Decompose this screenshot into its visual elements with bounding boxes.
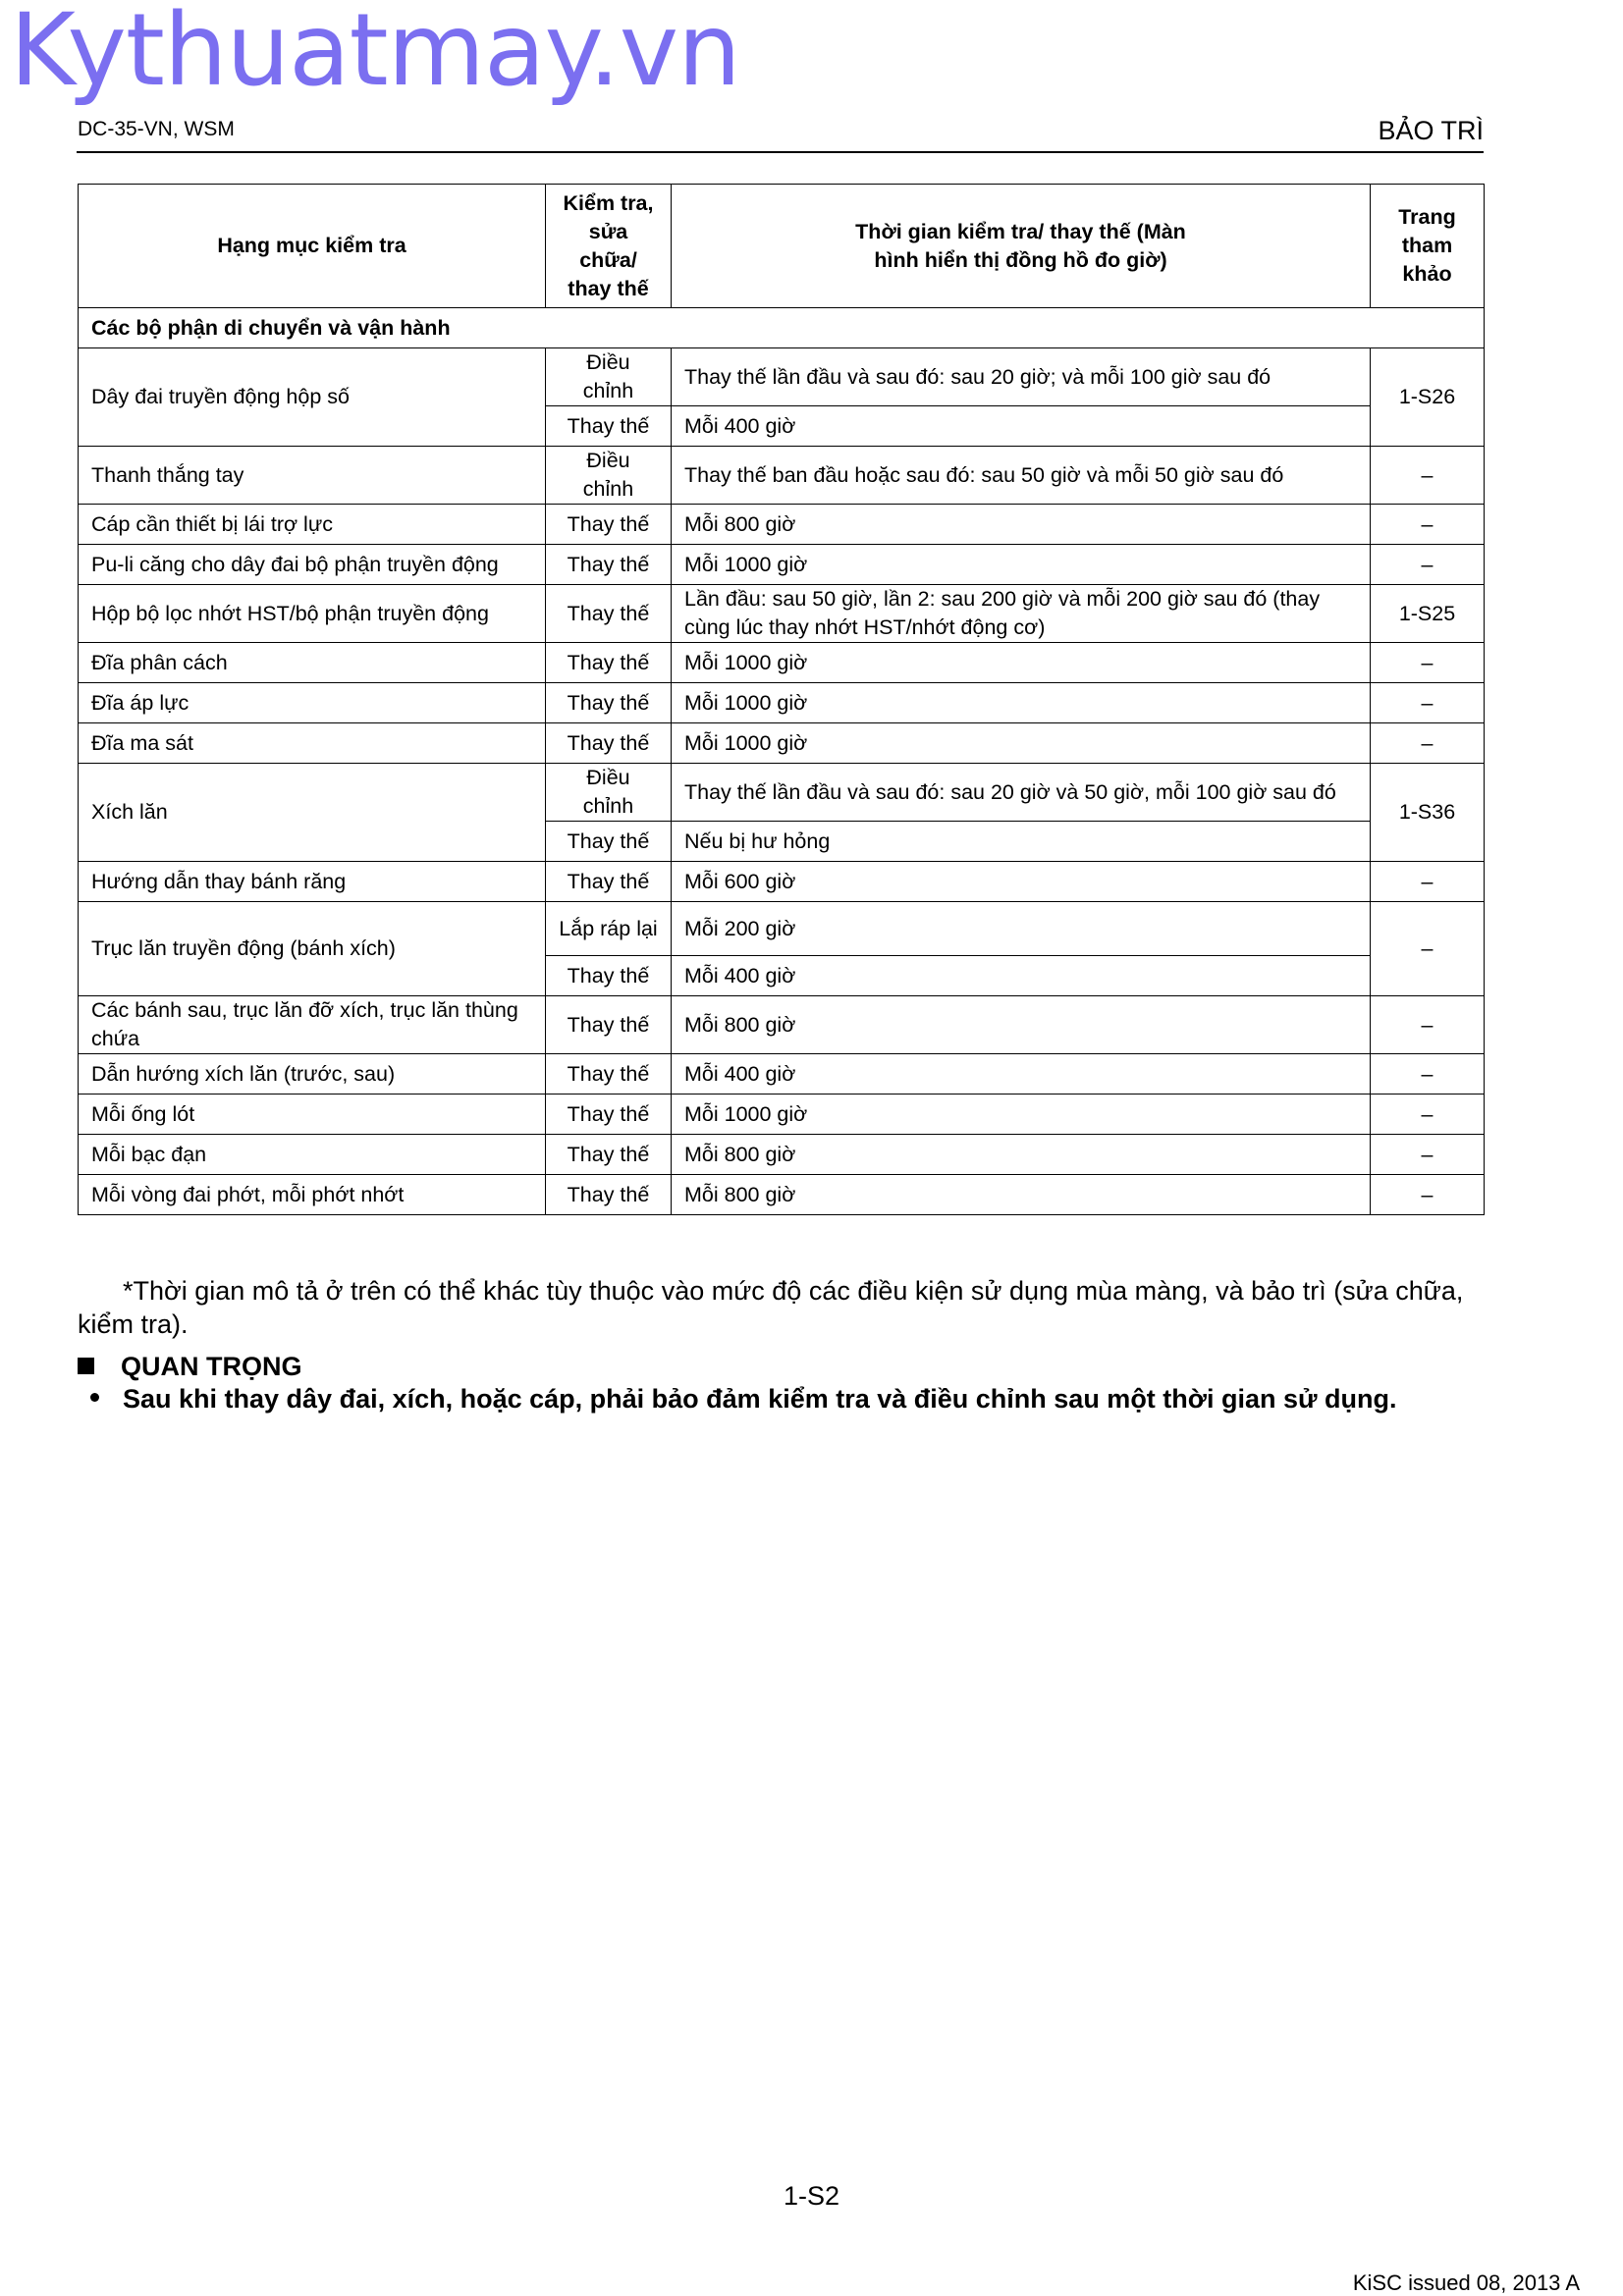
maintenance-table (78, 184, 1485, 1215)
action-cell: Thay thế (546, 1095, 672, 1135)
reference-cell: – (1371, 723, 1485, 764)
item-cell: Hướng dẫn thay bánh răng (79, 862, 546, 902)
action-cell: Thay thế (546, 862, 672, 902)
section-label: Các bộ phận di chuyển và vận hành (79, 308, 1485, 348)
item-cell: Đĩa ma sát (79, 723, 546, 764)
footnote-text: *Thời gian mô tả ở trên có thể khác tùy thuộc vào mức độ các điều kiện sử dụng mùa màng, và bảo trì (sửa chữa, kiểm tra). (78, 1276, 1464, 1339)
section-title: BẢO TRÌ (1378, 116, 1484, 145)
table-row (79, 996, 1485, 1054)
action-cell: Thay thế (546, 643, 672, 683)
reference-cell: 1-S25 (1371, 585, 1485, 643)
reference-cell: – (1371, 447, 1485, 505)
action-cell: Thay thế (546, 1175, 672, 1215)
item-cell: Đĩa phân cách (79, 643, 546, 683)
item-cell: Cáp cần thiết bị lái trợ lực (79, 505, 546, 545)
reference-cell: – (1371, 683, 1485, 723)
action-cell: Điều chỉnh (546, 447, 672, 505)
reference-cell: 1-S36 (1371, 764, 1485, 862)
action-cell: Lắp ráp lại (546, 902, 672, 956)
reference-cell: – (1371, 1135, 1485, 1175)
item-cell: Xích lăn (79, 764, 546, 862)
action-cell: Thay thế (546, 1054, 672, 1095)
interval-cell: Mỗi 1000 giờ (672, 1095, 1371, 1135)
important-title: QUAN TRỌNG (121, 1352, 302, 1381)
important-heading (78, 1352, 302, 1382)
table-row (79, 683, 1485, 723)
column-header-interval: Thời gian kiểm tra/ thay thế (Màn hình hiển thị đồng hồ đo giờ) (672, 185, 1371, 308)
square-bullet-icon (78, 1358, 94, 1374)
interval-cell: Nếu bị hư hỏng (672, 822, 1371, 862)
header-rule (77, 151, 1484, 153)
reference-cell: – (1371, 862, 1485, 902)
item-cell: Mỗi vòng đai phớt, mỗi phớt nhớt (79, 1175, 546, 1215)
reference-cell: – (1371, 643, 1485, 683)
section-row (79, 308, 1485, 348)
table-row (79, 505, 1485, 545)
item-cell: Dây đai truyền động hộp số (79, 348, 546, 447)
important-text: Sau khi thay dây đai, xích, hoặc cáp, phải bảo đảm kiểm tra và điều chỉnh sau một thời gian sử dụng. (123, 1384, 1397, 1414)
interval-cell: Mỗi 400 giờ (672, 956, 1371, 996)
table-row (79, 723, 1485, 764)
interval-cell: Mỗi 200 giờ (672, 902, 1371, 956)
item-cell: Pu-li căng cho dây đai bộ phận truyền động (79, 545, 546, 585)
item-cell: Trục lăn truyền động (bánh xích) (79, 902, 546, 996)
action-cell: Thay thế (546, 956, 672, 996)
reference-cell: – (1371, 505, 1485, 545)
table-row (79, 1054, 1485, 1095)
item-cell: Dẫn hướng xích lăn (trước, sau) (79, 1054, 546, 1095)
interval-cell: Mỗi 1000 giờ (672, 545, 1371, 585)
document-code: DC-35-VN, WSM (78, 118, 235, 140)
column-header-item: Hạng mục kiểm tra (79, 185, 546, 308)
interval-cell: Mỗi 1000 giờ (672, 643, 1371, 683)
interval-cell: Mỗi 400 giờ (672, 406, 1371, 447)
column-header-action: Kiểm tra, sửa chữa/ thay thế (546, 185, 672, 308)
interval-cell: Thay thế lần đầu và sau đó: sau 20 giờ; và mỗi 100 giờ sau đó (672, 348, 1371, 406)
table-row (79, 585, 1485, 643)
item-cell: Thanh thắng tay (79, 447, 546, 505)
table-row (79, 1095, 1485, 1135)
table-row (79, 764, 1485, 822)
watermark-logo: Kythuatmay.vn (10, 0, 740, 109)
table-row (79, 862, 1485, 902)
table-header-row (79, 185, 1485, 308)
action-cell: Thay thế (546, 822, 672, 862)
action-cell: Thay thế (546, 545, 672, 585)
interval-cell: Thay thế lần đầu và sau đó: sau 20 giờ và 50 giờ, mỗi 100 giờ sau đó (672, 764, 1371, 822)
table-row (79, 545, 1485, 585)
interval-cell: Mỗi 800 giờ (672, 996, 1371, 1054)
reference-cell: – (1371, 1054, 1485, 1095)
action-cell: Thay thế (546, 723, 672, 764)
item-cell: Mỗi ống lót (79, 1095, 546, 1135)
item-cell: Các bánh sau, trục lăn đỡ xích, trục lăn thùng chứa (79, 996, 546, 1054)
action-cell: Điều chỉnh (546, 348, 672, 406)
issue-footer: KiSC issued 08, 2013 A (1352, 2270, 1580, 2295)
important-bullet (90, 1384, 1397, 1415)
table-row (79, 1135, 1485, 1175)
interval-cell: Mỗi 1000 giờ (672, 683, 1371, 723)
interval-cell: Lần đầu: sau 50 giờ, lần 2: sau 200 giờ và mỗi 200 giờ sau đó (thay cùng lúc thay nhớt HST/nhớt động cơ) (672, 585, 1371, 643)
interval-cell: Mỗi 1000 giờ (672, 723, 1371, 764)
reference-cell: – (1371, 996, 1485, 1054)
table-row (79, 902, 1485, 956)
reference-cell: – (1371, 902, 1485, 996)
reference-cell: 1-S26 (1371, 348, 1485, 447)
action-cell: Thay thế (546, 585, 672, 643)
table-row (79, 447, 1485, 505)
item-cell: Hộp bộ lọc nhớt HST/bộ phận truyền động (79, 585, 546, 643)
item-cell: Đĩa áp lực (79, 683, 546, 723)
table-row (79, 643, 1485, 683)
interval-cell: Mỗi 400 giờ (672, 1054, 1371, 1095)
table-row (79, 348, 1485, 406)
table-row (79, 1175, 1485, 1215)
interval-cell: Thay thế ban đầu hoặc sau đó: sau 50 giờ và mỗi 50 giờ sau đó (672, 447, 1371, 505)
action-cell: Thay thế (546, 683, 672, 723)
footnote (78, 1274, 1491, 1341)
interval-cell: Mỗi 800 giờ (672, 1135, 1371, 1175)
action-cell: Thay thế (546, 505, 672, 545)
interval-cell: Mỗi 800 giờ (672, 505, 1371, 545)
action-cell: Thay thế (546, 996, 672, 1054)
item-cell: Mỗi bạc đạn (79, 1135, 546, 1175)
column-header-reference: Trang tham khảo (1371, 185, 1485, 308)
bullet-dot-icon (90, 1393, 99, 1402)
action-cell: Thay thế (546, 1135, 672, 1175)
reference-cell: – (1371, 1175, 1485, 1215)
interval-cell: Mỗi 600 giờ (672, 862, 1371, 902)
page-number: 1-S2 (783, 2181, 840, 2211)
reference-cell: – (1371, 545, 1485, 585)
action-cell: Điều chỉnh (546, 764, 672, 822)
interval-cell: Mỗi 800 giờ (672, 1175, 1371, 1215)
reference-cell: – (1371, 1095, 1485, 1135)
action-cell: Thay thế (546, 406, 672, 447)
